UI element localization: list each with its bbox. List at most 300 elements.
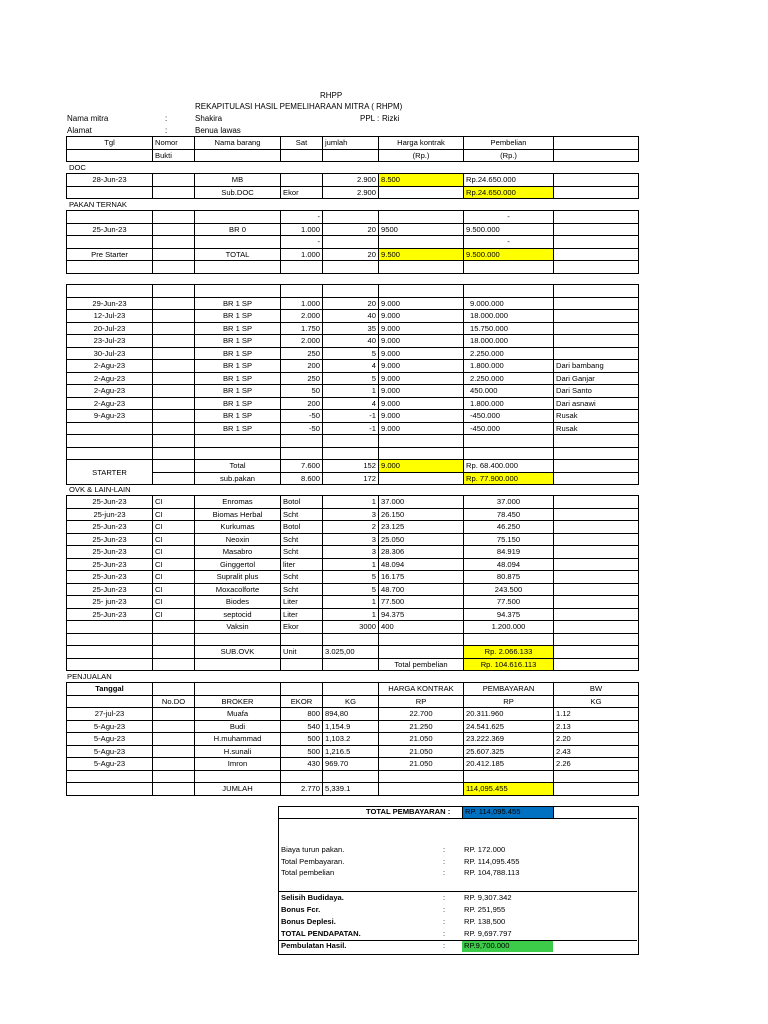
- cell-harga: 9500: [379, 223, 464, 236]
- cell-pembelian: 18.000.000: [464, 310, 554, 323]
- cell-harga: 23.125: [379, 521, 464, 534]
- header-row-1: [67, 137, 639, 150]
- cell-tgl: 30-Jul-23: [67, 347, 153, 360]
- cell-pembelian: 75.150: [464, 533, 554, 546]
- starter-table: [66, 284, 639, 485]
- cell-broker: H.muhammad: [195, 733, 281, 746]
- colon: :: [443, 929, 446, 938]
- table-row: [67, 223, 639, 236]
- col-harga-kontrak: Harga kontrak: [379, 137, 464, 150]
- cell-pembelian: 2.250.000: [464, 372, 554, 385]
- cell-tgl: Pre Starter: [67, 248, 153, 261]
- table-row: [67, 460, 639, 473]
- cell-nomor: CI: [153, 571, 195, 584]
- cell-jumlah: 1: [323, 608, 379, 621]
- cell-tgl: 25-Jun-23: [67, 583, 153, 596]
- cell-sat: -50: [281, 422, 323, 435]
- cell-nomor: [153, 397, 195, 410]
- cell-sat: 2.000: [281, 310, 323, 323]
- cell-nomor: [153, 347, 195, 360]
- cell-sat: Unit: [281, 646, 323, 659]
- summary-line-label: Biaya turun pakan.: [281, 845, 345, 854]
- cell-nodo: [153, 758, 195, 771]
- cell-empty: [554, 608, 639, 621]
- table-row: [67, 646, 639, 659]
- cell-harga: 94.375: [379, 608, 464, 621]
- cell-tgl: 25-jun-23: [67, 508, 153, 521]
- cell-bayar: 20.311.960: [464, 708, 554, 721]
- cell-sat: 1.000: [281, 297, 323, 310]
- cell-harga: 21.250: [379, 720, 464, 733]
- cell-pembelian: 9.500.000: [464, 223, 554, 236]
- cell-nodo: [153, 745, 195, 758]
- section-pakan: PAKAN TERNAK: [69, 200, 127, 209]
- table-row: [67, 708, 639, 721]
- cell-keterangan: Rusak: [554, 422, 639, 435]
- cell-harga: 9.000: [379, 347, 464, 360]
- cell-jumlah: 5: [323, 347, 379, 360]
- total-pembelian-label: Total pembelian: [379, 658, 464, 671]
- cell-tgl: 25- jun-23: [67, 596, 153, 609]
- cell-nama: BR 1 SP: [195, 397, 281, 410]
- cell-jumlah: 1: [323, 385, 379, 398]
- cell-sat: 200: [281, 397, 323, 410]
- col-ekor: EKOR: [281, 695, 323, 708]
- colon: :: [165, 126, 168, 135]
- cell-ekor: 800: [281, 708, 323, 721]
- cell-tgl: 2-Agu-23: [67, 385, 153, 398]
- cell-harga: 9.000: [379, 297, 464, 310]
- colon: :: [443, 905, 446, 914]
- cell-tgl: 25-Jun-23: [67, 608, 153, 621]
- summary-line-value: RP. 114,095.455: [464, 857, 520, 866]
- jumlah-bayar: 114,095.455: [464, 783, 554, 796]
- table-row: [67, 372, 639, 385]
- cell-nama: BR 1 SP: [195, 297, 281, 310]
- table-row: [67, 720, 639, 733]
- table-row: [67, 322, 639, 335]
- cell-empty: [554, 571, 639, 584]
- summary-bold-line-label: Selisih Budidaya.: [281, 893, 344, 902]
- section-penjualan: PENJUALAN: [67, 672, 112, 681]
- col-nomor: Nomor: [153, 137, 195, 150]
- table-row: [67, 745, 639, 758]
- cell-harga: 9.000: [379, 360, 464, 373]
- table-row: [67, 533, 639, 546]
- cell-pembelian: 15.750.000: [464, 322, 554, 335]
- cell-tgl: [67, 422, 153, 435]
- cell-nama: Sub.DOC: [195, 186, 281, 199]
- cell-pembelian: 94.375: [464, 608, 554, 621]
- divider: [278, 891, 637, 892]
- colon: :: [443, 868, 446, 877]
- cell-jumlah: 1: [323, 558, 379, 571]
- col-broker: BROKER: [195, 695, 281, 708]
- table-row: [67, 733, 639, 746]
- cell-nomor: [153, 621, 195, 634]
- dash: -: [281, 236, 323, 249]
- jumlah-kg: 5,339.1: [323, 783, 379, 796]
- cell-tgl: 28-Jun-23: [67, 174, 153, 187]
- cell-nomor: [153, 297, 195, 310]
- total-pembayaran-value: RP. 114,095.455: [463, 807, 554, 818]
- cell-jumlah: 1: [323, 596, 379, 609]
- cell-tgl: 5-Agu-23: [67, 745, 153, 758]
- cell-jumlah: 5: [323, 583, 379, 596]
- pembulatan-label: Pembulatan Hasil.: [281, 941, 347, 950]
- cell-pembelian: 1.200.000: [464, 621, 554, 634]
- header-row: [67, 695, 639, 708]
- table-row: [67, 621, 639, 634]
- cell-pembelian: 46.250: [464, 521, 554, 534]
- cell-harga: 16.175: [379, 571, 464, 584]
- cell-nama: Kurkumas: [195, 521, 281, 534]
- cell-sat: Botol: [281, 521, 323, 534]
- cell-bw: 2.43: [554, 745, 639, 758]
- cell-nomor: CI: [153, 583, 195, 596]
- cell-pembelian: 1.800.000: [464, 397, 554, 410]
- cell-nomor: CI: [153, 533, 195, 546]
- cell-keterangan: [554, 310, 639, 323]
- ovk-table: [66, 495, 639, 671]
- table-row: [67, 496, 639, 509]
- cell-sat: liter: [281, 558, 323, 571]
- col-sat: Sat: [281, 137, 323, 150]
- cell-pembelian: 78.450: [464, 508, 554, 521]
- cell-sat: [281, 174, 323, 187]
- cell-keterangan: [554, 335, 639, 348]
- cell-nama: BR 1 SP: [195, 347, 281, 360]
- cell-jumlah: 5: [323, 372, 379, 385]
- cell-jumlah: 2.900: [323, 174, 379, 187]
- table-row: [67, 186, 639, 199]
- table-row: [67, 174, 639, 187]
- total-pembelian-value: Rp. 104.616.113: [464, 658, 554, 671]
- cell-ekor: 430: [281, 758, 323, 771]
- summary-bold-line-value: RP. 251,955: [464, 905, 506, 914]
- cell-kg: 1,154.9: [323, 720, 379, 733]
- cell-pembelian: Rp. 2.066.133: [464, 646, 554, 659]
- cell-pembelian: Rp. 77.900.000: [464, 472, 554, 485]
- table-row: [67, 422, 639, 435]
- cell-empty: [554, 558, 639, 571]
- pakan-table: [66, 210, 639, 274]
- cell-empty: [554, 508, 639, 521]
- cell-nama: Enromas: [195, 496, 281, 509]
- cell-empty: [554, 583, 639, 596]
- cell-nama: BR 1 SP: [195, 360, 281, 373]
- table-row: [67, 571, 639, 584]
- cell-nama: SUB.OVK: [195, 646, 281, 659]
- doc-subtitle: REKAPITULASI HASIL PEMELIHARAAN MITRA ( RHPM): [195, 102, 403, 111]
- cell-keterangan: Dari Ganjar: [554, 372, 639, 385]
- col-nodo: No.DO: [153, 695, 195, 708]
- cell-bayar: 24.541.625: [464, 720, 554, 733]
- table-row: [67, 546, 639, 559]
- cell-jumlah: 2.900: [323, 186, 379, 199]
- cell-bw: 1.12: [554, 708, 639, 721]
- cell-sat: 200: [281, 360, 323, 373]
- cell-harga: 9.000: [379, 460, 464, 473]
- summary-line-value: RP. 172.000: [464, 845, 506, 854]
- cell-tgl: 29-Jun-23: [67, 297, 153, 310]
- table-row: [67, 758, 639, 771]
- cell-harga: 22.700: [379, 708, 464, 721]
- table-row: [67, 360, 639, 373]
- cell-jumlah: 3: [323, 533, 379, 546]
- divider: [462, 806, 463, 818]
- cell-nama: Biodes: [195, 596, 281, 609]
- cell-sat: Ekor: [281, 621, 323, 634]
- cell-harga: 48.700: [379, 583, 464, 596]
- col-harga-kontrak: HARGA KONTRAK: [379, 683, 464, 696]
- penjualan-table: [66, 682, 639, 796]
- cell-tgl: [67, 621, 153, 634]
- alamat-label: Alamat: [67, 126, 92, 135]
- cell-sat: Liter: [281, 596, 323, 609]
- col-bukti: Bukti: [153, 149, 195, 162]
- cell-jumlah: -1: [323, 410, 379, 423]
- table-row: [67, 521, 639, 534]
- col-bw: BW: [554, 683, 639, 696]
- cell-pembelian: 37.000: [464, 496, 554, 509]
- cell-harga: 9.000: [379, 322, 464, 335]
- cell-jumlah: 3000: [323, 621, 379, 634]
- cell-nomor: CI: [153, 596, 195, 609]
- cell-jumlah: 1: [323, 496, 379, 509]
- cell-nama: Moxacolforte: [195, 583, 281, 596]
- table-row: [67, 472, 639, 485]
- cell-nama: BR 1 SP: [195, 322, 281, 335]
- cell-pembelian: 18.000.000: [464, 335, 554, 348]
- cell-nodo: [153, 720, 195, 733]
- cell-empty: [554, 621, 639, 634]
- cell-empty: [554, 496, 639, 509]
- cell-pembelian: 2.250.000: [464, 347, 554, 360]
- summary-bold-line-value: RP. 9,697.797: [464, 929, 512, 938]
- cell-broker: Imron: [195, 758, 281, 771]
- table-row: [67, 347, 639, 360]
- cell-nama: Neoxin: [195, 533, 281, 546]
- cell-pembelian: -450.000: [464, 422, 554, 435]
- summary-bold-line-label: TOTAL PENDAPATAN.: [281, 929, 361, 938]
- cell-tgl: 25-Jun-23: [67, 558, 153, 571]
- total-pembayaran-label: TOTAL PEMBAYARAN :: [366, 807, 451, 816]
- table-row: [67, 297, 639, 310]
- cell-jumlah: 4: [323, 360, 379, 373]
- cell-nomor: CI: [153, 508, 195, 521]
- cell-nama: septocid: [195, 608, 281, 621]
- cell-sat: Scht: [281, 583, 323, 596]
- cell-nomor: [153, 410, 195, 423]
- table-row: [67, 558, 639, 571]
- cell-pembelian: 450.000: [464, 385, 554, 398]
- cell-harga: 9.000: [379, 410, 464, 423]
- doc-table: [66, 173, 639, 199]
- dash: -: [281, 211, 323, 224]
- cell-pembelian: 9.000.000: [464, 297, 554, 310]
- jumlah-label: JUMLAH: [195, 783, 281, 796]
- cell-pembelian: -450.000: [464, 410, 554, 423]
- cell-tgl: 27-jul-23: [67, 708, 153, 721]
- colon: :: [443, 845, 446, 854]
- cell-keterangan: Dari bambang: [554, 360, 639, 373]
- cell-broker: Muafa: [195, 708, 281, 721]
- summary-line-label: Total Pembayaran.: [281, 857, 345, 866]
- cell-jumlah: 5: [323, 571, 379, 584]
- cell-tgl: 9-Agu-23: [67, 410, 153, 423]
- table-row: [67, 248, 639, 261]
- cell-keterangan: Dari Santo: [554, 385, 639, 398]
- cell-nodo: [153, 708, 195, 721]
- cell-bw: 2.26: [554, 758, 639, 771]
- cell-nama: BR 1 SP: [195, 422, 281, 435]
- cell-harga: 9.000: [379, 310, 464, 323]
- summary-line-value: RP. 104,788.113: [464, 868, 520, 877]
- cell-keterangan: [554, 347, 639, 360]
- summary-header-line: [278, 806, 637, 819]
- summary-line-label: Total pembelian: [281, 868, 335, 877]
- cell-nama: Biomas Herbal: [195, 508, 281, 521]
- alamat-value: Benua lawas: [195, 126, 241, 135]
- cell-tgl: 12-Jul-23: [67, 310, 153, 323]
- cell-sat: 2.000: [281, 335, 323, 348]
- cell-nodo: [153, 733, 195, 746]
- jumlah-ekor: 2.770: [281, 783, 323, 796]
- cell-nama: Supralit plus: [195, 571, 281, 584]
- cell-nama: TOTAL: [195, 248, 281, 261]
- table-row: [67, 335, 639, 348]
- cell-tgl: 5-Agu-23: [67, 758, 153, 771]
- cell-sat: 250: [281, 372, 323, 385]
- dash: -: [464, 211, 554, 224]
- cell-ekor: 540: [281, 720, 323, 733]
- cell-broker: Budi: [195, 720, 281, 733]
- cell-nama: Ginggertol: [195, 558, 281, 571]
- table-row: [67, 608, 639, 621]
- cell-sat: Botol: [281, 496, 323, 509]
- col-kg: KG: [323, 695, 379, 708]
- table-row: [67, 583, 639, 596]
- cell-tgl: 25-Jun-23: [67, 521, 153, 534]
- cell-keterangan: [554, 322, 639, 335]
- cell-tgl: 25-Jun-23: [67, 223, 153, 236]
- cell-nama: MB: [195, 174, 281, 187]
- cell-tgl: 25-Jun-23: [67, 546, 153, 559]
- table-row: [67, 410, 639, 423]
- cell-jumlah: 152: [323, 460, 379, 473]
- cell-tgl: 2-Agu-23: [67, 360, 153, 373]
- cell-harga: 8.500: [379, 174, 464, 187]
- col-rp2: RP: [464, 695, 554, 708]
- cell-harga: 48.094: [379, 558, 464, 571]
- cell-tgl: 2-Agu-23: [67, 397, 153, 410]
- cell-pembelian: 9.500.000: [464, 248, 554, 261]
- cell-nomor: CI: [153, 521, 195, 534]
- cell-nama: Total: [195, 460, 281, 473]
- col-kg2: KG: [554, 695, 639, 708]
- col-rp2: (Rp.): [464, 149, 554, 162]
- cell-nama: BR 1 SP: [195, 385, 281, 398]
- cell-harga: 9.500: [379, 248, 464, 261]
- cell-nama: BR 1 SP: [195, 410, 281, 423]
- cell-nama: BR 1 SP: [195, 372, 281, 385]
- cell-empty: [554, 596, 639, 609]
- cell-keterangan: [554, 297, 639, 310]
- summary-bold-line-value: RP. 138,500: [464, 917, 506, 926]
- cell-nomor: [153, 372, 195, 385]
- cell-jumlah: 3: [323, 546, 379, 559]
- cell-jumlah: 3.025,00: [323, 646, 379, 659]
- cell-nomor: [153, 310, 195, 323]
- cell-jumlah: -1: [323, 422, 379, 435]
- cell-sat: Ekor: [281, 186, 323, 199]
- pembulatan-value: RP.9,700.000: [462, 941, 553, 952]
- colon: :: [443, 941, 446, 950]
- cell-sat: 8.600: [281, 472, 323, 485]
- cell-harga: 37.000: [379, 496, 464, 509]
- purchase-table: [66, 136, 639, 162]
- dash: -: [464, 236, 554, 249]
- cell-broker: H.sunali: [195, 745, 281, 758]
- cell-nomor: [153, 422, 195, 435]
- cell-nomor: [153, 335, 195, 348]
- summary-bold-line-label: Bonus Fcr.: [281, 905, 321, 914]
- cell-jumlah: 20: [323, 223, 379, 236]
- cell-tgl: 5-Agu-23: [67, 720, 153, 733]
- colon: :: [443, 857, 446, 866]
- colon: :: [443, 917, 446, 926]
- cell-nama: Vaksin: [195, 621, 281, 634]
- cell-tgl: 2-Agu-23: [67, 372, 153, 385]
- colon: :: [165, 114, 168, 123]
- col-rp1: (Rp.): [379, 149, 464, 162]
- cell-empty: [554, 521, 639, 534]
- doc-title: RHPP: [320, 91, 343, 100]
- cell-sat: 250: [281, 347, 323, 360]
- col-tgl: Tgl: [67, 137, 153, 150]
- cell-jumlah: 2: [323, 521, 379, 534]
- cell-pembelian: 48.094: [464, 558, 554, 571]
- table-row: [67, 658, 639, 671]
- cell-bayar: 20.412.185: [464, 758, 554, 771]
- header-row-2: [67, 149, 639, 162]
- cell-empty: [554, 533, 639, 546]
- cell-keterangan: Rusak: [554, 410, 639, 423]
- cell-jumlah: 40: [323, 335, 379, 348]
- cell-harga: 25.050: [379, 533, 464, 546]
- cell-nama: Masabro: [195, 546, 281, 559]
- cell-pembelian: Rp.24.650.000: [464, 174, 554, 187]
- cell-jumlah: 172: [323, 472, 379, 485]
- cell-harga: 9.000: [379, 397, 464, 410]
- cell-nomor: CI: [153, 608, 195, 621]
- header-row: [67, 683, 639, 696]
- cell-sat: Scht: [281, 546, 323, 559]
- cell-kg: 1,103.2: [323, 733, 379, 746]
- cell-ekor: 500: [281, 745, 323, 758]
- cell-nomor: [153, 322, 195, 335]
- cell-harga: 9.000: [379, 335, 464, 348]
- cell-jumlah: 40: [323, 310, 379, 323]
- cell-jumlah: 4: [323, 397, 379, 410]
- cell-pembelian: 77.500: [464, 596, 554, 609]
- col-rp: RP: [379, 695, 464, 708]
- cell-harga: 21.050: [379, 733, 464, 746]
- divider: [553, 806, 554, 818]
- starter-label: STARTER: [67, 460, 153, 485]
- nama-mitra-value: Shakira: [195, 114, 223, 123]
